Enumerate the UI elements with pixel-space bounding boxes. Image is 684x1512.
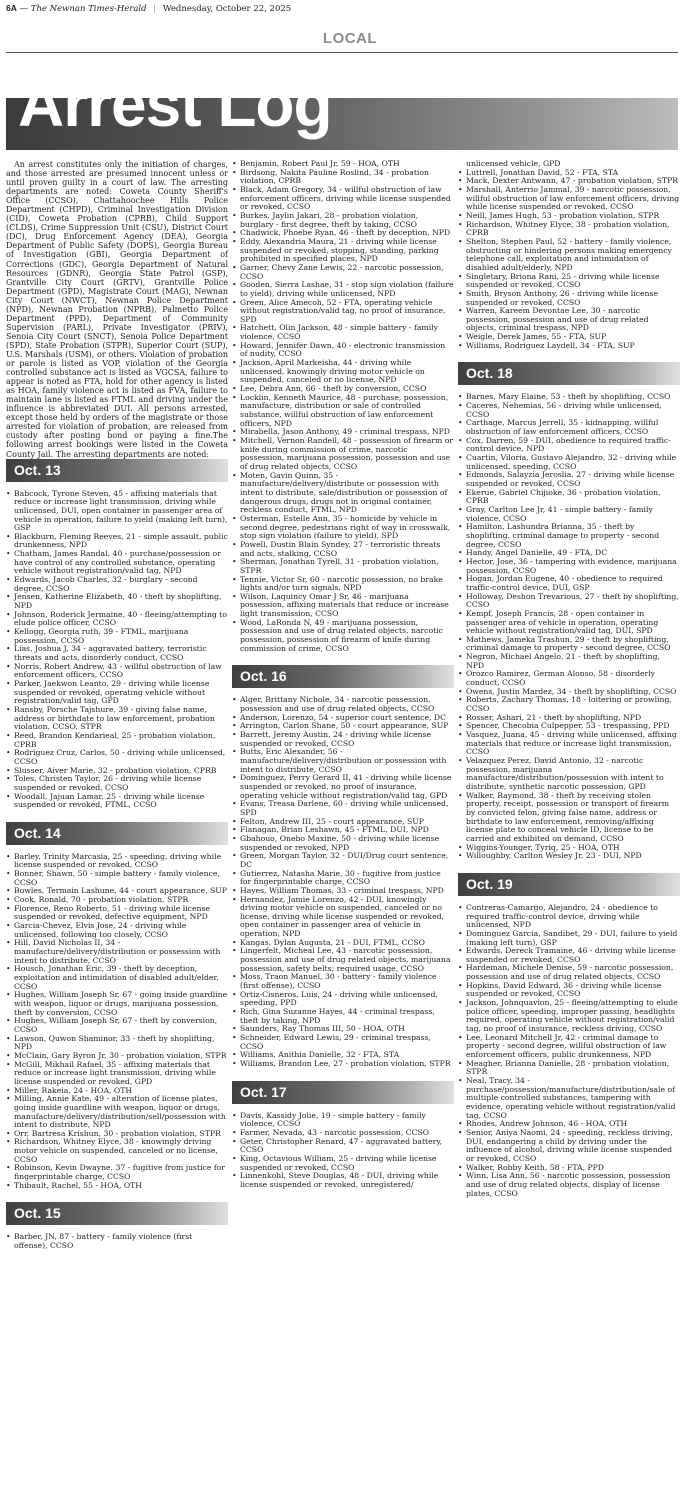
arrest-entry: • Williams, Rodriguez Laydell, 34 - FTA, SUP [458,342,680,351]
arrest-entry: • Chatham, James Randal, 40 - purchase/possession or have control of any controlled substance, operating vehicle without registration/valid tag, NPD [6,550,228,576]
arrest-entry: • Davis, Kassidy Jolie, 19 - simple battery - family violence, CCSO [232,1112,454,1129]
arrest-entry: • Evans, Treasa Darlene, 60 - driving while unlicensed, SPD [232,800,454,817]
issue-date: Wednesday, October 22, 2025 [162,4,292,14]
arrest-entry: • Vasquez, Juana, 45 - driving while unlicensed, affixing materials that reduce or increase light transmission, CCSO [458,731,680,757]
arrest-entry: • Garner, Chevy Zane Lewis, 22 - narcotic possession, CCSO [232,264,454,281]
arrest-entry: • Moten, Gavin Quinn, 35 - manufacture/delivery/distribute or possession with intent to distribute, sale/distribution or possession of dangerous drugs, drugs not in original container, reckless conduct, FTML, NPD [232,472,454,515]
arrest-entry: • Smith, Bryson Anthony, 26 - driving while license suspended or revoked, CCSO [458,290,680,307]
arrest-entry: • Holloway, Deshon Trevarious, 27 - theft by shoplifting, CCSO [458,593,680,610]
day-heading [6,459,228,482]
arrest-entry: • Mathews, Jameka Trashun, 29 - theft by shoplifting, criminal damage to property - second degree, CCSO [458,636,680,653]
arrest-entry: • McClain, Gary Byron Jr, 30 - probation violation, STPR [6,1052,228,1061]
arrest-entry: • Willoughby, Carlton Wesley Jr, 23 - DUI, NPD [458,852,680,861]
arrest-entry: • Lee, Leonard Mitchell Jr, 42 - criminal damage to property - second degree, willful obstruction of law enforcement officers, public drunkenness, NPD [458,1034,680,1060]
arrest-entry: • Orozco Ramirez, German Alonso, 58 - disorderly conduct, CCSO [458,670,680,687]
day-heading [458,362,680,385]
day-heading [6,1202,228,1225]
arrest-entry: • Hogan, Jordan Eugene, 40 - obedience to required traffic-control device, DUI, GSP [458,575,680,592]
arrest-entry: • Shelton, Stephen Paul, 52 - battery - family violence, obstructing or hindering persons making emergency telephone call, exploitation and intimidation of disabled adult/elderly, NPD [458,238,680,273]
day-heading [232,665,454,688]
arrest-entry: • Kempf, Joseph Francis, 28 - open container in passenger area of vehicle in operation, operating vehicle without registration/valid tag, DUI, SPD [458,610,680,636]
day-heading [232,1081,454,1104]
arrest-entry: • Barley, Trinity Marcasia, 25 - speeding, driving while license suspended or revoked, CCSO [6,853,228,870]
arrest-entry: • Kellogg, Georgia ruth, 39 - FTML, marijuana possession, CCSO [6,628,228,645]
arrest-entry: • Barrett, Jeremy Austin, 24 - driving while license suspended or revoked, CCSO [232,731,454,748]
arrest-entry: • Jackson, Johnquavion, 25 - fleeing/attempting to elude police officer, speeding, improper passing, headlights required, operating vehicle without registration/valid tag, no proof of insurance, reckless driving, CCSO [458,999,680,1034]
arrest-entry: • Velazquez Perez, David Antonio, 32 - narcotic possession, marijuana manufacture/distribution/possession with intent to distribute, synthetic narcotic possession, GPD [458,757,680,792]
arrest-entry: • Roberts, Zachary Thomas, 18 - loitering or prowling, CCSO [458,696,680,713]
arrest-entry: • Burkes, Jaylin Jakari, 28 - probation violation, burglary - first degree, theft by taking, CCSO [232,212,454,229]
arrest-entry: • Rosser, Ashari, 21 - theft by shoplifting, NPD [458,714,680,723]
arrest-entry: • Owens, Justin Mardez, 34 - theft by shoplifting, CCSO [458,688,680,697]
day-heading-label: Oct. 19 [466,875,513,892]
arrest-entry: • Eddy, Alexandria Maura, 21 - driving while license suspended or revoked, stopping, standing, parking prohibited in specified places, NPD [232,238,454,264]
folio-separator: | [153,4,157,14]
arrest-entry: • Edwards, Jacob Charles, 32 - burglary - second degree, CCSO [6,576,228,593]
day-heading-label: Oct. 18 [466,365,513,382]
arrest-entry: • Mitchell, Vernon Randell, 48 - possession of firearm or knife during commission of crime, narcotic possession, marijuana possession, possession and use of drug related objects, CCSO [232,437,454,472]
arrest-list [6,1233,228,1250]
folio-dash: — [19,4,29,14]
arrest-list [458,904,680,1198]
day-heading-label: Oct. 17 [240,1083,287,1100]
paper-name: The Newnan Times-Herald [30,4,147,14]
arrest-entry: • Slusser, Aiver Marie, 32 - probation violation, CPRB [6,767,228,776]
arrest-entry: • McGill, Mikhail Rafael, 35 - affixing materials that reduce or increase light transmission, driving while license suspended or revoked, GPD [6,1061,228,1087]
arrest-entry: • Florence, Reno Roberto, 51 - driving while license suspended or revoked, defective equipment, NPD [6,905,228,922]
arrest-entry: • Osterman, Estelle Ann, 35 - homicide by vehicle in second degree, pedestrians right of way in crosswalk, stop sign violation (failure to yield), SPD [232,515,454,541]
arrest-entry: • Sherman, Jonathan Tyrell, 31 - probation violation, STPR [232,558,454,575]
arrest-entry: • Jensen, Katherine Elizabeth, 40 - theft by shoplifting, NPD [6,593,228,610]
arrest-entry: • Hughes, William Joseph Sr, 67 - theft by conversion, CCSO [6,1017,228,1034]
arrest-entry: • Moss, Traon Manuel, 30 - battery - family violence (first offense), CCSO [232,973,454,990]
page-title: Arrest Log [18,68,332,140]
arrest-entry: • Locklin, Kenneth Maurice, 48 - purchase, possession, manufacture, distribution or sale of controlled substance, willful obstruction of law enforcement officers, NPD [232,394,454,429]
arrest-entry: • Ransby, Porsche Tajshure, 39 - giving false name, address or birthdate to law enforcement, probation violation, CCSO, STPR [6,706,228,732]
arrest-entry: • Wood, LaRonda N, 49 - marijuana possession, possession and use of drug related objects, narcotic possession, possession of firearm of knife during commission of crime, CCSO [232,619,454,654]
arrest-entry: • Neal, Tracy, 34 - purchase/possession/manufacture/distribution/sale of multiple controlled substances, tampering with evidence, operating vehicle without registration/valid tag, CCSO [458,1077,680,1120]
arrest-entry: • Lingerfelt, Micheal Lee, 43 - narcotic possession, possession and use of drug related objects, marijuana possession, safety belts; required usage, CCSO [232,947,454,973]
arrest-entry: • Butts, Eric Alexander, 56 - manufacture/delivery/distribution or possession with intent to distribute, CCSO [232,748,454,774]
arrest-entry: • Jackson, April Markeisha, 44 - driving while unlicensed, knowingly driving motor vehicle on suspended, canceled or no license, NPD [232,359,454,385]
arrest-list [6,853,228,1191]
arrest-entry: • Rich, Gina Suzanne Hayes, 44 - criminal trespass, theft by taking, NPD [232,1008,454,1025]
arrest-entry: • Gbahouo, Onebo Maxine, 50 - driving while license suspended or revoked, NPD [232,835,454,852]
arrest-entry: • Garcia-Chevez, Elvis Jose, 24 - driving while unlicensed, following too closely, CCSO [6,922,228,939]
arrest-entry: • Thibault, Rachel, 55 - HOA, OTH [6,1182,228,1191]
arrest-entry: • Woodall, Jajuan Lamar, 25 - driving while license suspended or revoked, FTML, CCSO [6,793,228,810]
arrest-entry: • Howard, Jennifer Dawn, 40 - electronic transmission of nudity, CCSO [232,342,454,359]
arrest-list [232,160,454,653]
arrest-entry: • Hayes, William Thomas, 33 - criminal trespass, NPD [232,887,454,896]
column-2-blocks [232,160,454,1190]
arrest-entry: • Parker, Jaekwon Leanto, 29 - driving while license suspended or revoked, operating vehicle without registration/valid tag, GPD [6,680,228,706]
arrest-entry: • Housch, Jonathan Eric, 39 - theft by deception, exploitation and intimidation of disabled adult/elder, CCSO [6,965,228,991]
arrest-entry: • Barnes, Mary Elaine, 53 - theft by shoplifting, CCSO [458,393,680,402]
arrest-entry: • Spencer, Checobia Culpepper, 53 - trespassing, PPD [458,722,680,731]
arrest-entry: • Babcock, Tyrone Steven, 45 - affixing materials that reduce or increase light transmission, driving while unlicensed, DUI, open container in passenger area of vehicle in operation, failure to yield (making left turn), GSP [6,490,228,533]
arrest-entry: • Marshall, Anterrio Jammal, 39 - narcotic possession, willful obstruction of law enforcement officers, driving while license suspended or revoked, CCSO [458,186,680,212]
arrest-entry: • Hector, Jose, 36 - tampering with evidence, marijuana possession, CCSO [458,558,680,575]
column-3 [458,160,680,1198]
arrest-entry: • Powell, Dustin Blain Syndey, 27 - terroristic threats and acts, stalking, CCSO [232,541,454,558]
arrest-entry: • Geter, Christopher Renard, 47 - aggravated battery, CCSO [232,1138,454,1155]
arrest-entry: • Linnenkohl, Steve Douglas, 48 - DUI, driving while license suspended or revoked, unregistered/ [232,1172,454,1189]
arrest-entry: • Senior, Aniya Naomi, 24 - speeding, reckless driving, DUI, endangering a child by driving under the influence of alcohol, driving while license suspended or revoked, CCSO [458,1129,680,1164]
day-heading-label: Oct. 14 [14,824,61,841]
arrest-entry: • Johnson, Roderick Jermaine, 40 - fleeing/attempting to elude police officer, CCSO [6,611,228,628]
arrest-entry: • Dominguez Garcia, Sandibet, 29 - DUI, failure to yield (making left turn), GSP [458,930,680,947]
arrest-entry: • Flanagan, Brian Leshawn, 45 - FTML, DUI, NPD [232,826,454,835]
arrest-entry: • Robinson, Kevin Dwayne, 37 - fugitive from justice for fingerprintable charge, CCSO [6,1164,228,1181]
arrest-entry: • Gooden, Sierra Lashae, 31 - stop sign violation (failure to yield), driving while unlicensed, NPD [232,281,454,298]
arrest-entry: • Barber, JN, 87 - battery - family violence (first offense), CCSO [6,1233,228,1250]
arrest-entry: • Contreras-Camargo, Alejandro, 24 - obedience to required traffic-control device, driving while unlicensed, NPD [458,904,680,930]
day-heading [6,822,228,845]
arrest-entry: • Negron, Michael Angelo, 21 - theft by shoplifting, NPD [458,653,680,670]
arrest-entry: • Hatchett, Olin Jackson, 48 - simple battery - family violence, CCSO [232,324,454,341]
arrest-entry: • Hill, David Nicholas II, 34 - manufacture/delivery/distribution or possession with intent to distribute, CCSO [6,939,228,965]
arrest-entry: • Benjamin, Robert Paul Jr, 59 - HOA, OTH [232,160,454,169]
arrest-entry: • Wilson, Laquincy Omar J Sr, 46 - marijuana possession, affixing materials that reduce or increase light transmission, CCSO [232,593,454,619]
arrest-entry: • Mirabella, Jason Anthony, 49 - criminal trespass, NPD [232,428,454,437]
intro-paragraph: An arrest constitutes only the initiation of charges, and those arrested are presumed innocent unless or until proven guilty in a court of law. The arresting departments are noted: Coweta County Sheriff's Office (CCSO), Chattahoochee Hills Police Department (CHPD), Criminal Investigation Division (CID), Coweta Probation (CPRB), Child Support (CLDS), Crime Suppression Unit (CSU), District Court (DC), Drug Enforcement Agency (DEA), Georgia Department of Public Safety (DOPS), Georgia Bureau of Investigation (GBI), Georgia Department of Corrections (GDC), Georgia Department of Natural Resources (GDNR), Georgia State Patrol (GSP), Grantville City Court (GRTV), Grantville Police Department (GPD), Magistrate Court (MAG), Newnan City Court (NWCT), Newnan Police Department (NPD), Newnan Probation (NPRB), Palmetto Police Department (PPD), Department of Community Supervision (PARL), Private Investigator (PRIV), Senoia City Court (SNCT), Senoia Police Department (SPD), State Probation (STPR), Superior Court (SUP), U.S. Marshals (USM), or others. Violation of probation or parole is listed as VOP, violation of the Georgia controlled substance act is listed as VGCSA, failure to appear is noted as FTA, hold for other agency is listed as HOA, family violence act is listed as FVA, failure to maintain lane is listed as FTML and driving under the influence is abbreviated DUI. All persons arrested, except those held by orders of the magistrate or those arrested for violation of probation, are released from custody after posting bond or paying a fine.The following arrest bookings were listed in the Coweta County Jail. The arresting departments are noted: [6,160,228,459]
arrest-entry: • Cook, Ronald, 70 - probation violation, STPR [6,896,228,905]
arrest-entry: • Edwards, Dereck Tramaine, 46 - driving while license suspended or revoked, CCSO [458,947,680,964]
arrest-entry: • Cuartin, Viloria, Gustavo Alejandro, 32 - driving while unlicensed, speeding, CCSO [458,454,680,471]
header-rule [6,52,678,53]
arrest-entry: • King, Octavious William, 25 - driving while license suspended or revoked, CCSO [232,1155,454,1172]
arrest-entry: • Richardson, Whitney Elyce, 38 - probation violation, CPRB [458,221,680,238]
arrest-entry: • Wiggins-Younger, Tyriq, 25 - HOA, OTH [458,844,680,853]
day-heading [458,873,680,896]
arrest-entry: • Green, Morgan Taylor, 32 - DUI/Drug court sentence, DC [232,852,454,869]
arrest-entry: • Singletary, Briona Rani, 25 - driving while license suspended or revoked, CCSO [458,273,680,290]
arrest-entry: • Arrington, Carlon Shane, 50 - court appearance, SUP [232,722,454,731]
arrest-entry: • Cox, Darren, 59 - DUI, obedience to required traffic-control device, NPD [458,437,680,454]
arrest-entry: • Lee, Debra Ann, 66 - theft by conversion, CCSO [232,385,454,394]
arrest-entry: • Lias, Joshua J, 34 - aggravated battery, terroristic threats and acts, disorderly conduct, CCSO [6,645,228,662]
arrest-entry: • Carthage, Marcus Jerrell, 35 - kidnapping, willful obstruction of law enforcement officers, CCSO [458,419,680,436]
arrest-list [232,696,454,1068]
arrest-entry: • Mack, Dexter Antwann, 47 - probation violation, STPR [458,177,680,186]
arrest-entry: • Kangas, Dylan Augusta, 21 - DUI, FTML, CCSO [232,939,454,948]
arrest-entry: • Black, Adam Gregory, 34 - willful obstruction of law enforcement officers, driving while license suspended or revoked, CCSO [232,186,454,212]
arrest-entry: • Williams, Anithia Danielle, 32 - FTA, STA [232,1051,454,1060]
day-heading-label: Oct. 13 [14,461,61,478]
arrest-entry: • Anderson, Lorenzo, 54 - superior court sentence, DC [232,714,454,723]
arrest-entry: • Birdsong, Nakita Pauline Roslind, 34 - probation violation, CPRB [232,169,454,186]
arrest-entry: • Neill, James Hugh, 53 - probation violation, STPR [458,212,680,221]
day-heading-label: Oct. 16 [240,668,287,685]
arrest-entry: • Bonner, Shawn, 50 - simple battery - family violence, CCSO [6,870,228,887]
arrest-entry: • Alger, Brittany Nichole, 34 - narcotic possession, possession and use of drug related objects, CCSO [232,696,454,713]
arrest-list [6,490,228,810]
arrest-entry: • Hopkins, David Edward, 36 - driving while license suspended or revoked, CCSO [458,982,680,999]
arrest-entry: • Reed, Brandon Kendarieal, 25 - probation violation, CPRB [6,732,228,749]
arrest-entry: • Hernandez, Jamie Lorenzo, 42 - DUI, knowingly driving motor vehicle on suspended, canceled or no license, driving while license suspended or revoked, open container in passenger area of vehicle in operation, NPD [232,896,454,939]
arrest-entry: • Meagher, Brianna Danielle, 28 - probation violation, STPR [458,1060,680,1077]
arrest-entry: • Norris, Robert Andrew, 43 - willful obstruction of law enforcement officers, CCSO [6,663,228,680]
arrest-entry: • Winn, Lisa Ann, 56 - narcotic possession, possession and use of drug related objects, display of license plates, CCSO [458,1172,680,1198]
arrest-list [458,160,680,350]
arrest-entry: • Hughes, William Joseph Sr, 67 - going inside guardline with weapon, liquor or drugs, marijuana possession, theft by conversion, CCSO [6,991,228,1017]
column-1 [6,160,228,1251]
section-label: LOCAL [322,30,378,47]
arrest-entry: • Edmonds, Salayzia Jeroslia, 27 - driving while license suspended or revoked, CCSO [458,471,680,488]
arrest-entry: • Bowles, Termain Lashune, 44 - court appearance, SUP [6,887,228,896]
arrest-entry: • Caceres, Nehemias, 56 - driving while unlicensed, CCSO [458,402,680,419]
day-heading-label: Oct. 15 [14,1205,61,1222]
arrest-entry: • Tennie, Victor Sr, 60 - narcotic possession, no brake lights and/or turn signals, NPD [232,576,454,593]
arrest-entry: • Toles, Christen Taylor, 26 - driving while license suspended or revoked, CCSO [6,775,228,792]
arrest-entry: • Hamilton, Lashundra Brianna, 35 - theft by shoplifting, criminal damage to property - second degree, CCSO [458,523,680,549]
arrest-entry: • Hardeman, Michele Denise, 59 - narcotic possession, possession and use of drug related objects, CCSO [458,964,680,981]
column-1-blocks [6,459,228,1251]
arrest-entry: • Handy, Angel Danielle, 49 - FTA, DC [458,549,680,558]
arrest-entry: • Dominguez, Perry Gerard II, 41 - driving while license suspended or revoked, no proof of insurance, operating vehicle without registration/valid tag, GPD [232,774,454,800]
arrest-entry: • Schneider, Edward Lewis, 29 - criminal trespass, CCSO [232,1034,454,1051]
arrest-entry: • Walker, Robby Keith, 58 - FTA, PPD [458,1164,680,1173]
arrest-entry: • Gray, Carlton Lee Jr, 41 - simple battery - family violence, CCSO [458,506,680,523]
arrest-list [458,393,680,860]
column-3-blocks [458,160,680,1198]
arrest-entry: • Milling, Annie Kate, 49 - alteration of license plates, going inside guardline with weapon, liquor or drugs, manufacture/delivery/distribution/sell/possession with intent to distribute, NPD [6,1095,228,1130]
page-number: 6A [6,3,17,13]
arrest-entry: • Saunders, Ray Thomas III, 50 - HOA, OTH [232,1025,454,1034]
arrest-entry: • Blackburn, Fleming Reeves, 21 - simple assault, public drunkenness, NPD [6,533,228,550]
arrest-list [232,1112,454,1190]
arrest-entry: • Green, Alice Amecoh, 52 - FTA, operating vehicle without registration/valid tag, no proof of insurance, SPD [232,299,454,325]
arrest-entry: • Williams, Brandon Lee, 27 - probation violation, STPR [232,1060,454,1069]
arrest-entry: • Orr, Bartresa Krishun, 30 - probation violation, STPR [6,1130,228,1139]
arrest-entry: • Richardson, Whitney Elyce, 38 - knowingly driving motor vehicle on suspended, canceled or no license, CCSO [6,1138,228,1164]
arrest-entry: • Felton, Andrew III, 25 - court appearance, SUP [232,818,454,827]
arrest-entry: • Walker, Raymond, 38 - theft by receiving stolen property, receipt, possession or transport of firearm by convicted felon, giving false name, address or birthdate to law enforcement, removing/affixing license plate to conceal vehicle ID, license to be carried and exhibited on demand, CCSO [458,792,680,844]
arrest-entry: • Luttrell, Jonathan David, 52 - FTA, STA [458,169,680,178]
column-2 [232,160,454,1190]
arrest-entry: • Gutierrez, Natasha Marie, 30 - fugitive from justice for fingerprintable charge, CCSO [232,870,454,887]
arrest-entry: unlicensed vehicle, GPD [466,159,561,168]
arrest-entry: • Chadwick, Phoebe Ryan, 46 - theft by deception, NPD [232,229,454,238]
arrest-entry: • Miller, Rakeia, 24 - HOA, OTH [6,1087,228,1096]
arrest-entry: • Farmer, Nevada, 43 - narcotic possession, CCSO [232,1129,454,1138]
arrest-entry: • Lawson, Quwon Shaminor, 33 - theft by shoplifting, NPD [6,1035,228,1052]
arrest-entry: • Weigle, Derek James, 55 - FTA, SUP [458,333,680,342]
arrest-entry: • Rodriguez Cruz, Carlos, 50 - driving while unlicensed, CCSO [6,749,228,766]
arrest-entry: • Ortiz-Cisneros, Luis, 24 - driving while unlicensed, speeding, PPD [232,991,454,1008]
arrest-entry: • Ekerue, Gabriel Chijioke, 36 - probation violation, CPRB [458,489,680,506]
page-folio [6,3,291,14]
arrest-entry: • Warren, Kareem Devontae Lee, 30 - narcotic possession, possession and use of drug related objects, criminal trespass, NPD [458,307,680,333]
arrest-entry: • Rhodes, Andrew Johnson, 46 - HOA, OTH [458,1120,680,1129]
